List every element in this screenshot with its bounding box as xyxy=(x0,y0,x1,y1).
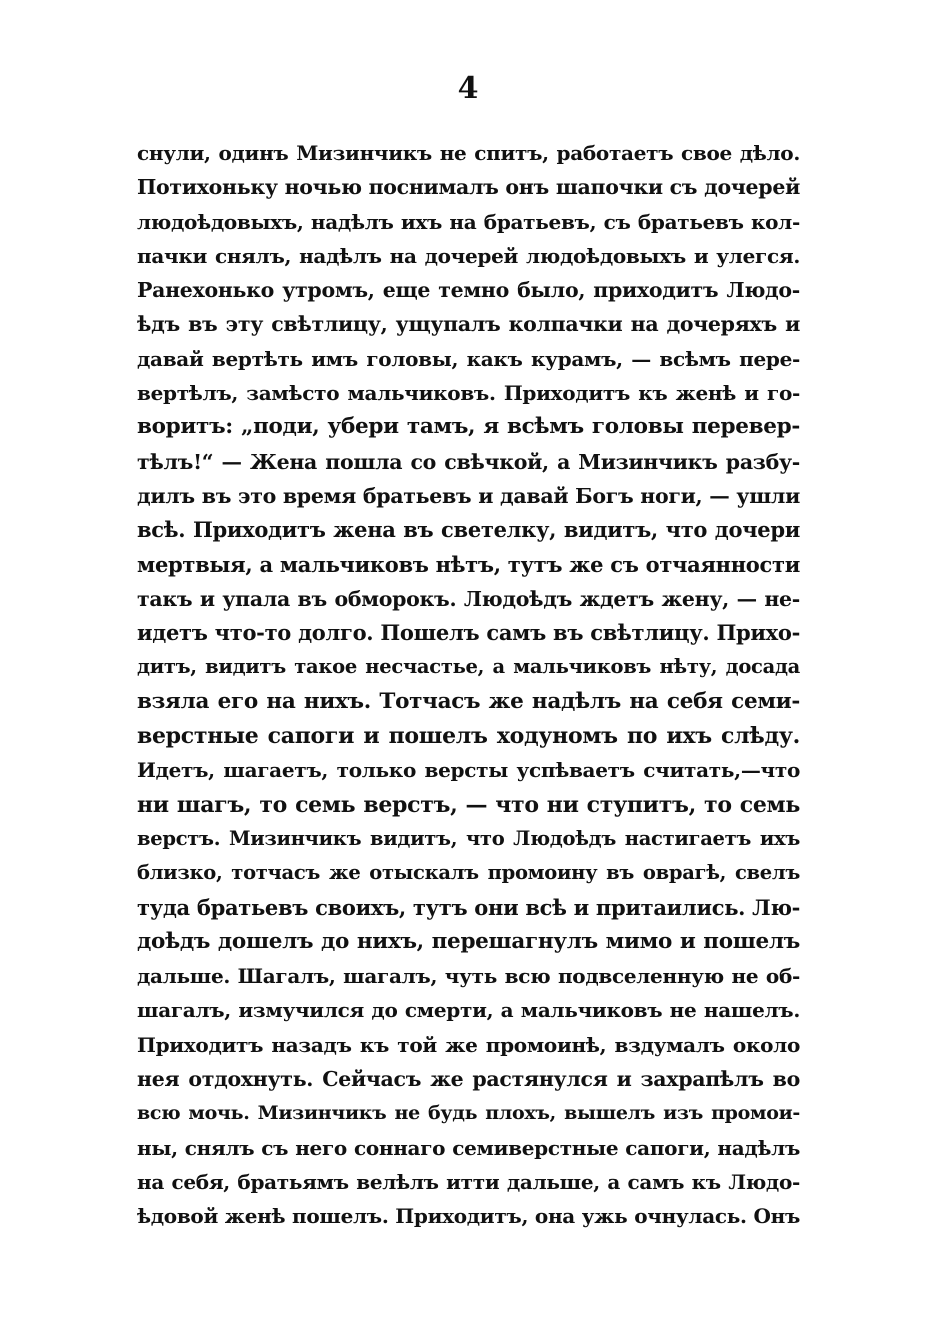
text-line: давай вертѣть имъ головы, какъ курамъ, — всѣмъ пере- xyxy=(137,346,800,371)
text-line: верстъ. Мизинчикъ видитъ, что Людоѣдъ настигаетъ ихъ xyxy=(137,826,800,850)
text-line: людоѣдовыхъ, надѣлъ ихъ на братьевъ, съ братьевъ кол- xyxy=(137,209,800,234)
text-line: ни шагъ, то семь верстъ, — что ни ступитъ, то семь xyxy=(137,791,800,818)
text-line: ны, снялъ съ него соннаго семиверстные сапоги, надѣлъ xyxy=(137,1135,800,1160)
text-line: всѣ. Приходитъ жена въ светелку, видитъ, что дочери xyxy=(137,517,800,543)
text-line: идетъ что-то долго. Пошелъ самъ въ свѣтлицу. Прихо- xyxy=(137,620,800,646)
text-line: туда братьевъ своихъ, тутъ они всѣ и притаились. Лю- xyxy=(137,894,800,920)
text-line: взяла его на нихъ. Тотчасъ же надѣлъ на себя семи- xyxy=(137,688,800,714)
text-line: Ранехонько утромъ, еще темно было, приходитъ Людо- xyxy=(137,278,800,303)
text-line: пачки снялъ, надѣлъ на дочерей людоѣдовыхъ и улегся. xyxy=(137,243,800,268)
text-line: шагалъ, измучился до смерти, а мальчиковъ не нашелъ. xyxy=(137,998,800,1023)
text-line: такъ и упала въ обморокъ. Людоѣдъ ждетъ жену, — не- xyxy=(137,586,800,611)
page-text xyxy=(137,136,800,1234)
text-line: Приходитъ назадъ къ той же промоинѣ, вздумалъ около xyxy=(137,1032,800,1057)
text-line: Идетъ, шагаетъ, только версты успѣваетъ считать,—что xyxy=(137,758,800,783)
text-line: нея отдохнуть. Сейчасъ же растянулся и захрапѣлъ во xyxy=(137,1067,800,1092)
text-line: верстные сапоги и пошелъ ходуномъ по ихъ слѣду. xyxy=(137,723,800,750)
text-line: всю мочь. Мизинчикъ не будь плохъ, вышелъ изъ промои- xyxy=(137,1102,800,1125)
text-line: Потихоньку ночью поснималъ онъ шапочки съ дочерей xyxy=(137,175,800,200)
text-line: воритъ: „поди, убери тамъ, я всѣмъ головы перевер- xyxy=(137,414,800,440)
text-line: дилъ въ это время братьевъ и давай Богъ ноги, — ушли xyxy=(137,483,800,508)
text-line: тѣлъ!“ — Жена пошла со свѣчкой, а Мизинчикъ разбу- xyxy=(137,449,800,474)
text-line: снули, одинъ Мизинчикъ не спитъ, работаетъ свое дѣло. xyxy=(137,141,800,165)
text-line: дитъ, видитъ такое несчастье, а мальчиковъ нѣту, досада xyxy=(137,655,800,679)
text-line: доѣдъ дошелъ до нихъ, перешагнулъ мимо и пошелъ xyxy=(137,928,800,954)
text-line: ѣдовой женѣ пошелъ. Приходитъ, она ужь очнулась. Онъ xyxy=(137,1204,800,1229)
text-line: на себя, братьямъ велѣлъ итти дальше, а самъ къ Людо- xyxy=(137,1169,800,1194)
text-line: дальше. Шагалъ, шагалъ, чуть всю подвселенную не об- xyxy=(137,964,800,989)
text-line: близко, тотчасъ же отыскалъ промоину въ оврагѣ, свелъ xyxy=(137,861,800,885)
page-number: 4 xyxy=(457,71,479,106)
text-line: ѣдъ въ эту свѣтлицу, ущупалъ колпачки на дочеряхъ и xyxy=(137,312,800,337)
text-line: вертѣлъ, замѣсто мальчиковъ. Приходитъ къ женѣ и го- xyxy=(137,381,800,406)
text-line: мертвыя, а мальчиковъ нѣтъ, тутъ же съ отчаянности xyxy=(137,551,800,577)
